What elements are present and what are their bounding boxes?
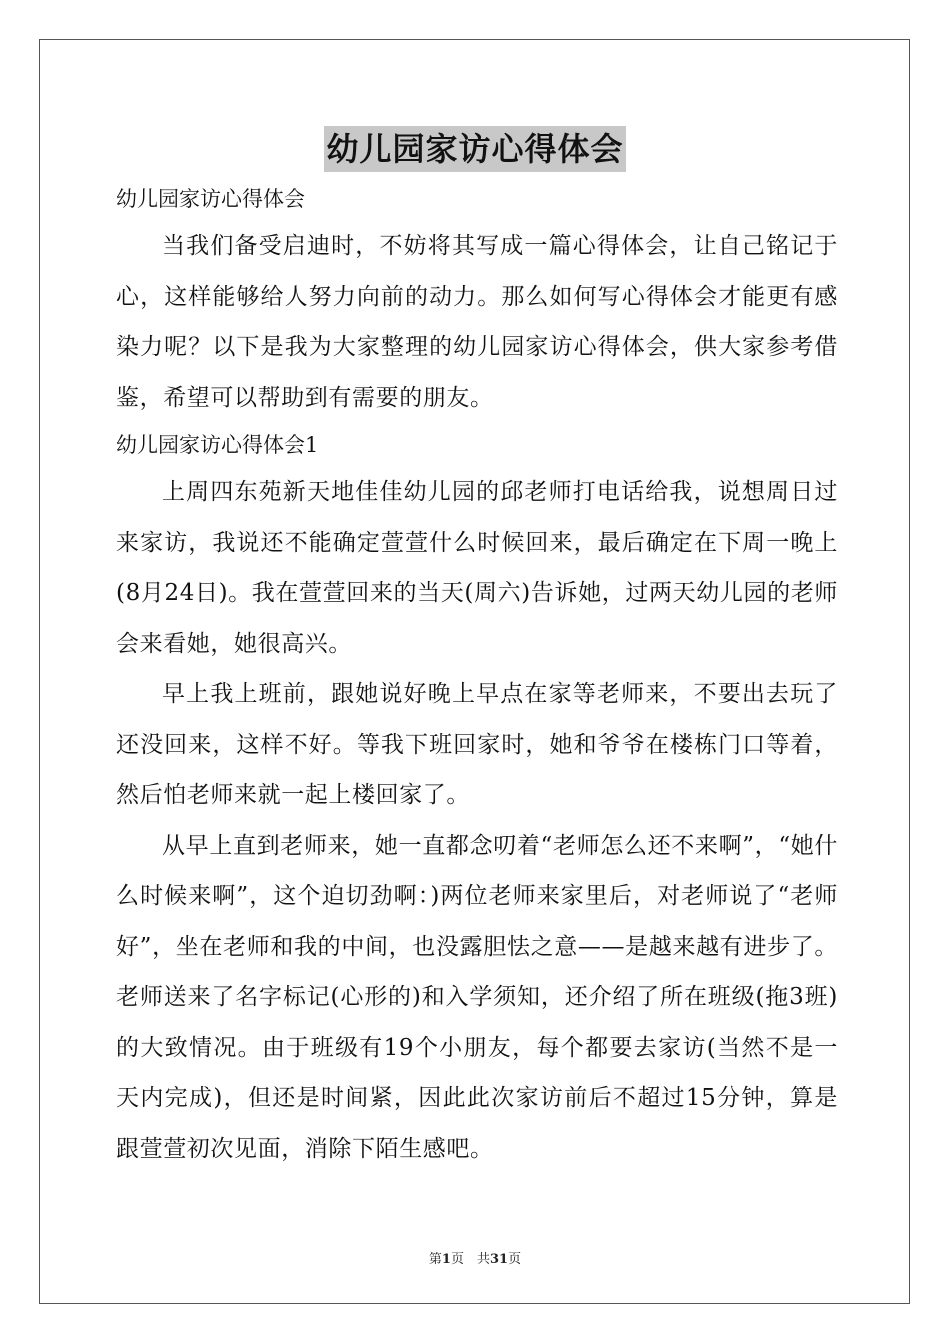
intro-paragraph: 当我们备受启迪时，不妨将其写成一篇心得体会，让自己铭记于心，这样能够给人努力向前的动力。那么如何写心得体会才能更有感染力呢？以下是我为大家整理的幼儿园家访心得体会，供大家参考借鉴，希望可以帮助到有需要的朋友。: [116, 233, 838, 411]
document-title: 幼儿园家访心得体会: [324, 126, 625, 172]
page-prefix: 第: [428, 1252, 442, 1267]
section-heading: 幼儿园家访心得体会1: [116, 433, 319, 457]
page-suffix: 页: [508, 1252, 522, 1267]
body-paragraph: 早上我上班前，跟她说好晚上早点在家等老师来，不要出去玩了还没回来，这样不好。等我下班回家时，她和爷爷在楼栋门口等着，然后怕老师来就一起上楼回家了。: [116, 681, 838, 808]
page-footer: [0, 1248, 950, 1267]
body-paragraph: 上周四东苑新天地佳佳幼儿园的邱老师打电话给我，说想周日过来家访，我说还不能确定萱萱什么时候回来，最后确定在下周一晚上(8月24日)。我在萱萱回来的当天(周六)告诉她，过两天幼儿园的老师会来看她，她很高兴。: [116, 479, 838, 657]
title-area: [0, 126, 950, 172]
page-total: 31: [489, 1252, 509, 1267]
intro-heading: 幼儿园家访心得体会: [116, 187, 305, 211]
document-body: [116, 177, 838, 1174]
page-current: 1: [441, 1252, 451, 1267]
page-mid: 页 共: [450, 1252, 490, 1267]
body-paragraph: 从早上直到老师来，她一直都念叨着“老师怎么还不来啊”，“她什么时候来啊”，这个迫切劲啊：)两位老师来家里后，对老师说了“老师好”，坐在老师和我的中间，也没露胆怯之意——是越来越有进步了。老师送来了名字标记(心形的)和入学须知，还介绍了所在班级(拖3班)的大致情况。由于班级有19个小朋友，每个都要去家访(当然不是一天内完成)，但还是时间紧，因此此次家访前后不超过15分钟，算是跟萱萱初次见面，消除下陌生感吧。: [116, 832, 838, 1162]
